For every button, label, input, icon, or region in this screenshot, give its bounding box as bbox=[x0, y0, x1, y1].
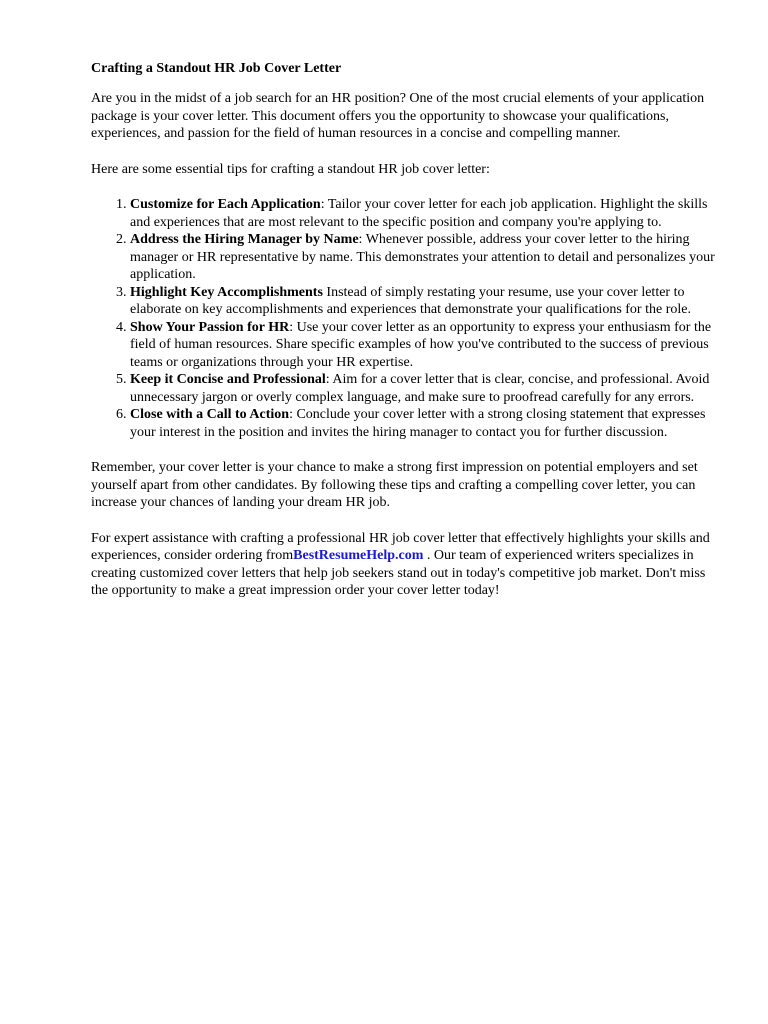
tip-separator: : bbox=[325, 372, 333, 387]
cta-text-before: For expert assistance with crafting a professional HR job cover letter that effectively highlights your skills and experiences, consider ordering from bbox=[91, 530, 710, 563]
tip-heading: Address the Hiring Manager by Name bbox=[130, 232, 359, 247]
tip-heading: Close with a Call to Action bbox=[130, 407, 290, 422]
list-item bbox=[130, 284, 718, 319]
cta-paragraph bbox=[91, 530, 718, 600]
list-item bbox=[130, 231, 718, 284]
cta-text-after: . Our team of experienced writers specializes in creating customized cover letters that help job seekers stand out in today's competitive job market. Don't miss the opportunity to make a great impression order your cover letter today! bbox=[91, 548, 706, 598]
list-item bbox=[130, 371, 718, 406]
remember-paragraph: Remember, your cover letter is your chance to make a strong first impression on potential employers and set yourself apart from other candidates. By following these tips and crafting a compelling cover letter, you can increase your chances of landing your dream HR job. bbox=[91, 460, 698, 510]
tip-separator: : bbox=[289, 407, 297, 422]
tip-separator: : bbox=[289, 319, 297, 335]
tip-text: Use your cover letter as an opportunity to express your enthusiasm for the field of human resources. Share specific examples of how you've contributed to the success of previous teams or organizations through your HR expertise. bbox=[130, 319, 712, 370]
tip-heading: Keep it Concise and Professional bbox=[130, 372, 326, 387]
tip-text: Aim for a cover letter that is clear, concise, and professional. Avoid unnecessary jargon or overly complex language, and make sure to proofread carefully for any errors. bbox=[130, 372, 710, 405]
tip-text: Tailor your cover letter for each job application. Highlight the skills and experiences that are most relevant to the specific position and company you're applying to. bbox=[130, 197, 708, 230]
tip-heading: Customize for Each Application bbox=[130, 197, 321, 212]
tip-text: Whenever possible, address your cover letter to the hiring manager or HR representative by name. This demonstrates your attention to detail and personalizes your application. bbox=[130, 232, 715, 282]
tips-list bbox=[91, 196, 718, 441]
tip-text: Instead of simply restating your resume, use your cover letter to elaborate on key accomplishments and experiences that demonstrate your qualifications for the role. bbox=[130, 284, 691, 317]
best-resume-help-link[interactable]: BestResumeHelp.com bbox=[293, 548, 424, 563]
tip-heading: Highlight Key Accomplishments bbox=[130, 284, 323, 300]
list-item bbox=[130, 406, 718, 441]
tip-separator: : bbox=[358, 232, 366, 247]
tip-heading: Show Your Passion for HR bbox=[130, 319, 290, 335]
tip-separator: : bbox=[320, 197, 328, 212]
intro-paragraph: Are you in the midst of a job search for an HR position? One of the most crucial elements of your application package is your cover letter. This document offers you the opportunity to showcase your qualifications, experiences, and passion for the field of human resources in a concise and compelling manner. bbox=[91, 91, 705, 141]
tip-text: Conclude your cover letter with a strong closing statement that expresses your interest in the position and invites the hiring manager to contact you for further discussion. bbox=[130, 407, 706, 440]
document-title: Crafting a Standout HR Job Cover Letter bbox=[91, 61, 342, 76]
tips-intro: Here are some essential tips for crafting a standout HR job cover letter: bbox=[91, 161, 490, 177]
list-item bbox=[130, 319, 718, 372]
list-item bbox=[130, 196, 718, 231]
